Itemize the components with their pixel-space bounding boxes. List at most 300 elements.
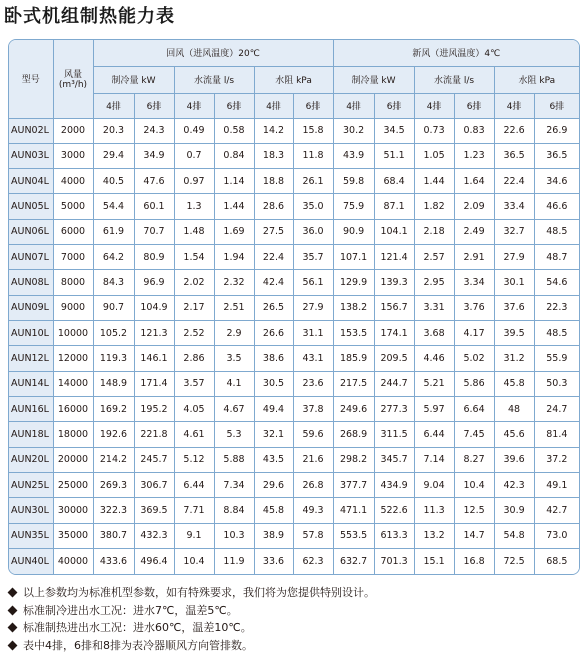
value-cell: 57.8 [293,523,333,548]
value-cell: 432.3 [134,523,174,548]
notes-list [6,584,576,654]
value-cell: 369.5 [134,498,174,523]
value-cell: 38.6 [254,346,293,371]
value-cell: 195.2 [134,397,174,422]
value-cell: 9.04 [414,473,454,498]
value-cell: 434.9 [374,473,414,498]
note-text: 表中4排，6排和8排为表冷器顺风方向管排数。 [23,638,253,652]
value-cell: 3.5 [214,346,254,371]
value-cell: 7.45 [454,422,494,447]
value-cell: 11.3 [414,498,454,523]
value-cell: 139.3 [374,270,414,295]
value-cell: 34.9 [134,143,174,168]
tube-rows-header: 6排 [214,93,254,118]
value-cell: 87.1 [374,194,414,219]
model-cell: AUN35L [9,523,53,548]
value-cell: 47.6 [134,169,174,194]
tube-rows-header: 6排 [134,93,174,118]
value-cell: 121.4 [374,245,414,270]
model-cell: AUN12L [9,346,53,371]
value-cell: 1.44 [214,194,254,219]
value-cell: 221.8 [134,422,174,447]
value-cell: 4.61 [174,422,214,447]
value-cell: 35.0 [293,194,333,219]
value-cell: 16.8 [454,549,494,574]
airflow-cell: 40000 [53,549,93,574]
value-cell: 2.57 [414,245,454,270]
value-cell: 245.7 [134,447,174,472]
sub-header-flow: 水流量 l/s [174,66,254,93]
value-cell: 4.17 [454,321,494,346]
value-cell: 61.9 [93,219,134,244]
value-cell: 153.5 [333,321,374,346]
diamond-bullet-icon [8,623,18,633]
value-cell: 4.46 [414,346,454,371]
value-cell: 1.05 [414,143,454,168]
value-cell: 156.7 [374,295,414,320]
airflow-cell: 25000 [53,473,93,498]
value-cell: 54.6 [534,270,579,295]
value-cell: 22.6 [494,118,534,143]
value-cell: 56.1 [293,270,333,295]
table-row [9,447,579,472]
value-cell: 60.1 [134,194,174,219]
note-item [6,637,576,655]
value-cell: 18.8 [254,169,293,194]
model-cell: AUN07L [9,245,53,270]
value-cell: 73.0 [534,523,579,548]
value-cell: 7.34 [214,473,254,498]
value-cell: 62.3 [293,549,333,574]
value-cell: 249.6 [333,397,374,422]
value-cell: 32.1 [254,422,293,447]
value-cell: 70.7 [134,219,174,244]
value-cell: 23.6 [293,371,333,396]
tube-rows-header: 6排 [534,93,579,118]
value-cell: 34.5 [374,118,414,143]
value-cell: 37.2 [534,447,579,472]
airflow-cell: 18000 [53,422,93,447]
value-cell: 80.9 [134,245,174,270]
value-cell: 30.9 [494,498,534,523]
value-cell: 3.76 [454,295,494,320]
value-cell: 54.8 [494,523,534,548]
note-item [6,602,576,620]
value-cell: 3.34 [454,270,494,295]
value-cell: 171.4 [134,371,174,396]
value-cell: 6.44 [174,473,214,498]
value-cell: 42.4 [254,270,293,295]
sub-header-flow: 水流量 l/s [414,66,494,93]
value-cell: 5.3 [214,422,254,447]
model-cell: AUN40L [9,549,53,574]
table-row [9,549,579,574]
value-cell: 169.2 [93,397,134,422]
diamond-bullet-icon [8,588,18,598]
value-cell: 1.54 [174,245,214,270]
value-cell: 84.3 [93,270,134,295]
value-cell: 28.6 [254,194,293,219]
value-cell: 1.64 [454,169,494,194]
value-cell: 632.7 [333,549,374,574]
value-cell: 39.5 [494,321,534,346]
value-cell: 90.7 [93,295,134,320]
value-cell: 72.5 [494,549,534,574]
model-cell: AUN06L [9,219,53,244]
value-cell: 15.1 [414,549,454,574]
value-cell: 68.4 [374,169,414,194]
model-cell: AUN09L [9,295,53,320]
value-cell: 64.2 [93,245,134,270]
value-cell: 2.02 [174,270,214,295]
value-cell: 14.7 [454,523,494,548]
value-cell: 42.3 [494,473,534,498]
value-cell: 37.6 [494,295,534,320]
value-cell: 35.7 [293,245,333,270]
value-cell: 68.5 [534,549,579,574]
value-cell: 471.1 [333,498,374,523]
value-cell: 1.14 [214,169,254,194]
airflow-cell: 35000 [53,523,93,548]
value-cell: 2.32 [214,270,254,295]
heating-capacity-table [9,40,579,574]
sub-header-resistance: 水阻 kPa [494,66,579,93]
value-cell: 268.9 [333,422,374,447]
table-row [9,143,579,168]
sub-header-resistance: 水阻 kPa [254,66,333,93]
tube-rows-header: 4排 [254,93,293,118]
value-cell: 7.71 [174,498,214,523]
value-cell: 5.21 [414,371,454,396]
airflow-cell: 12000 [53,346,93,371]
value-cell: 2.09 [454,194,494,219]
model-cell: AUN25L [9,473,53,498]
value-cell: 380.7 [93,523,134,548]
value-cell: 11.8 [293,143,333,168]
value-cell: 18.3 [254,143,293,168]
table-row [9,498,579,523]
value-cell: 0.7 [174,143,214,168]
value-cell: 10.3 [214,523,254,548]
value-cell: 119.3 [93,346,134,371]
value-cell: 7.14 [414,447,454,472]
tube-rows-header: 4排 [333,93,374,118]
value-cell: 3.57 [174,371,214,396]
value-cell: 2.86 [174,346,214,371]
group-return-air: 回风（进风温度）20℃ [93,40,333,66]
value-cell: 701.3 [374,549,414,574]
value-cell: 26.5 [254,295,293,320]
tube-rows-header: 4排 [174,93,214,118]
value-cell: 107.1 [333,245,374,270]
value-cell: 45.8 [494,371,534,396]
value-cell: 59.8 [333,169,374,194]
value-cell: 269.3 [93,473,134,498]
value-cell: 522.6 [374,498,414,523]
tube-rows-header: 6排 [374,93,414,118]
value-cell: 138.2 [333,295,374,320]
value-cell: 209.5 [374,346,414,371]
value-cell: 29.6 [254,473,293,498]
value-cell: 30.2 [333,118,374,143]
value-cell: 1.3 [174,194,214,219]
value-cell: 43.5 [254,447,293,472]
value-cell: 54.4 [93,194,134,219]
value-cell: 0.84 [214,143,254,168]
value-cell: 6.64 [454,397,494,422]
value-cell: 5.88 [214,447,254,472]
tube-rows-header: 4排 [494,93,534,118]
value-cell: 4.1 [214,371,254,396]
value-cell: 24.7 [534,397,579,422]
value-cell: 5.86 [454,371,494,396]
model-header: 型号 [9,40,53,118]
value-cell: 81.4 [534,422,579,447]
table-row [9,371,579,396]
tube-rows-header: 6排 [454,93,494,118]
table-row [9,523,579,548]
value-cell: 22.3 [534,295,579,320]
value-cell: 31.1 [293,321,333,346]
value-cell: 322.3 [93,498,134,523]
value-cell: 433.6 [93,549,134,574]
model-cell: AUN10L [9,321,53,346]
value-cell: 10.4 [174,549,214,574]
value-cell: 31.2 [494,346,534,371]
value-cell: 33.4 [494,194,534,219]
value-cell: 244.7 [374,371,414,396]
value-cell: 217.5 [333,371,374,396]
value-cell: 496.4 [134,549,174,574]
tube-rows-header: 6排 [293,93,333,118]
page-title: 卧式机组制热能力表 [4,6,175,27]
table-row [9,422,579,447]
tube-rows-header: 4排 [414,93,454,118]
value-cell: 3.68 [414,321,454,346]
value-cell: 1.94 [214,245,254,270]
value-cell: 42.7 [534,498,579,523]
value-cell: 5.12 [174,447,214,472]
value-cell: 46.6 [534,194,579,219]
value-cell: 1.48 [174,219,214,244]
airflow-header-unit: (m³/h) [58,80,88,91]
table-row [9,346,579,371]
airflow-cell: 16000 [53,397,93,422]
value-cell: 2.9 [214,321,254,346]
value-cell: 8.84 [214,498,254,523]
airflow-header [53,40,93,118]
note-item [6,584,576,602]
value-cell: 2.52 [174,321,214,346]
value-cell: 27.5 [254,219,293,244]
value-cell: 2.91 [454,245,494,270]
value-cell: 9.1 [174,523,214,548]
value-cell: 377.7 [333,473,374,498]
value-cell: 21.6 [293,447,333,472]
model-cell: AUN03L [9,143,53,168]
value-cell: 104.9 [134,295,174,320]
sub-header-capacity: 制冷量 kW [93,66,174,93]
value-cell: 4.05 [174,397,214,422]
table-row [9,169,579,194]
value-cell: 49.4 [254,397,293,422]
value-cell: 185.9 [333,346,374,371]
value-cell: 3.31 [414,295,454,320]
tube-rows-header: 4排 [93,93,134,118]
airflow-cell: 4000 [53,169,93,194]
value-cell: 12.5 [454,498,494,523]
value-cell: 30.1 [494,270,534,295]
model-cell: AUN04L [9,169,53,194]
note-text: 标准制冷进出水工况：进水7℃，温差5℃。 [23,603,238,617]
value-cell: 8.27 [454,447,494,472]
value-cell: 148.9 [93,371,134,396]
value-cell: 105.2 [93,321,134,346]
value-cell: 5.02 [454,346,494,371]
value-cell: 39.6 [494,447,534,472]
value-cell: 59.6 [293,422,333,447]
value-cell: 121.3 [134,321,174,346]
value-cell: 311.5 [374,422,414,447]
value-cell: 48.7 [534,245,579,270]
model-cell: AUN16L [9,397,53,422]
table-row [9,270,579,295]
value-cell: 32.7 [494,219,534,244]
value-cell: 48 [494,397,534,422]
value-cell: 192.6 [93,422,134,447]
value-cell: 613.3 [374,523,414,548]
value-cell: 146.1 [134,346,174,371]
value-cell: 40.5 [93,169,134,194]
airflow-cell: 2000 [53,118,93,143]
value-cell: 26.8 [293,473,333,498]
note-item [6,619,576,637]
value-cell: 1.23 [454,143,494,168]
value-cell: 34.6 [534,169,579,194]
value-cell: 277.3 [374,397,414,422]
value-cell: 36.5 [534,143,579,168]
value-cell: 0.49 [174,118,214,143]
value-cell: 553.5 [333,523,374,548]
value-cell: 36.0 [293,219,333,244]
value-cell: 174.1 [374,321,414,346]
diamond-bullet-icon [8,640,18,650]
value-cell: 0.83 [454,118,494,143]
airflow-cell: 10000 [53,321,93,346]
value-cell: 2.18 [414,219,454,244]
note-text: 以上参数均为标准机型参数，如有特殊要求，我们将为您提供特别设计。 [23,586,375,599]
airflow-cell: 9000 [53,295,93,320]
value-cell: 6.44 [414,422,454,447]
value-cell: 2.51 [214,295,254,320]
group-fresh-air: 新风（进风温度）4℃ [333,40,579,66]
value-cell: 22.4 [494,169,534,194]
airflow-cell: 14000 [53,371,93,396]
value-cell: 38.9 [254,523,293,548]
value-cell: 90.9 [333,219,374,244]
value-cell: 104.1 [374,219,414,244]
value-cell: 345.7 [374,447,414,472]
value-cell: 5.97 [414,397,454,422]
model-cell: AUN18L [9,422,53,447]
value-cell: 2.17 [174,295,214,320]
value-cell: 55.9 [534,346,579,371]
value-cell: 51.1 [374,143,414,168]
value-cell: 15.8 [293,118,333,143]
airflow-cell: 20000 [53,447,93,472]
airflow-header-label: 风量 [63,70,82,81]
table-row [9,219,579,244]
value-cell: 48.5 [534,219,579,244]
value-cell: 26.6 [254,321,293,346]
table-row [9,295,579,320]
value-cell: 0.73 [414,118,454,143]
value-cell: 26.9 [534,118,579,143]
model-cell: AUN08L [9,270,53,295]
value-cell: 45.6 [494,422,534,447]
value-cell: 22.4 [254,245,293,270]
model-cell: AUN02L [9,118,53,143]
heating-capacity-table-frame [8,39,580,575]
value-cell: 4.67 [214,397,254,422]
value-cell: 14.2 [254,118,293,143]
value-cell: 75.9 [333,194,374,219]
diamond-bullet-icon [8,605,18,615]
table-row [9,245,579,270]
model-cell: AUN14L [9,371,53,396]
value-cell: 2.95 [414,270,454,295]
value-cell: 50.3 [534,371,579,396]
value-cell: 96.9 [134,270,174,295]
airflow-cell: 6000 [53,219,93,244]
value-cell: 33.6 [254,549,293,574]
value-cell: 0.97 [174,169,214,194]
table-row [9,321,579,346]
value-cell: 29.4 [93,143,134,168]
sub-header-capacity: 制冷量 kW [333,66,414,93]
value-cell: 24.3 [134,118,174,143]
value-cell: 13.2 [414,523,454,548]
value-cell: 1.44 [414,169,454,194]
value-cell: 2.49 [454,219,494,244]
value-cell: 37.8 [293,397,333,422]
table-row [9,397,579,422]
value-cell: 27.9 [293,295,333,320]
table-row [9,194,579,219]
value-cell: 48.5 [534,321,579,346]
model-cell: AUN20L [9,447,53,472]
value-cell: 36.5 [494,143,534,168]
value-cell: 129.9 [333,270,374,295]
value-cell: 45.8 [254,498,293,523]
value-cell: 49.1 [534,473,579,498]
value-cell: 27.9 [494,245,534,270]
airflow-cell: 3000 [53,143,93,168]
value-cell: 11.9 [214,549,254,574]
airflow-cell: 8000 [53,270,93,295]
model-cell: AUN05L [9,194,53,219]
value-cell: 49.3 [293,498,333,523]
value-cell: 1.69 [214,219,254,244]
value-cell: 10.4 [454,473,494,498]
table-row [9,473,579,498]
value-cell: 20.3 [93,118,134,143]
value-cell: 30.5 [254,371,293,396]
airflow-cell: 5000 [53,194,93,219]
airflow-cell: 7000 [53,245,93,270]
value-cell: 214.2 [93,447,134,472]
value-cell: 43.9 [333,143,374,168]
